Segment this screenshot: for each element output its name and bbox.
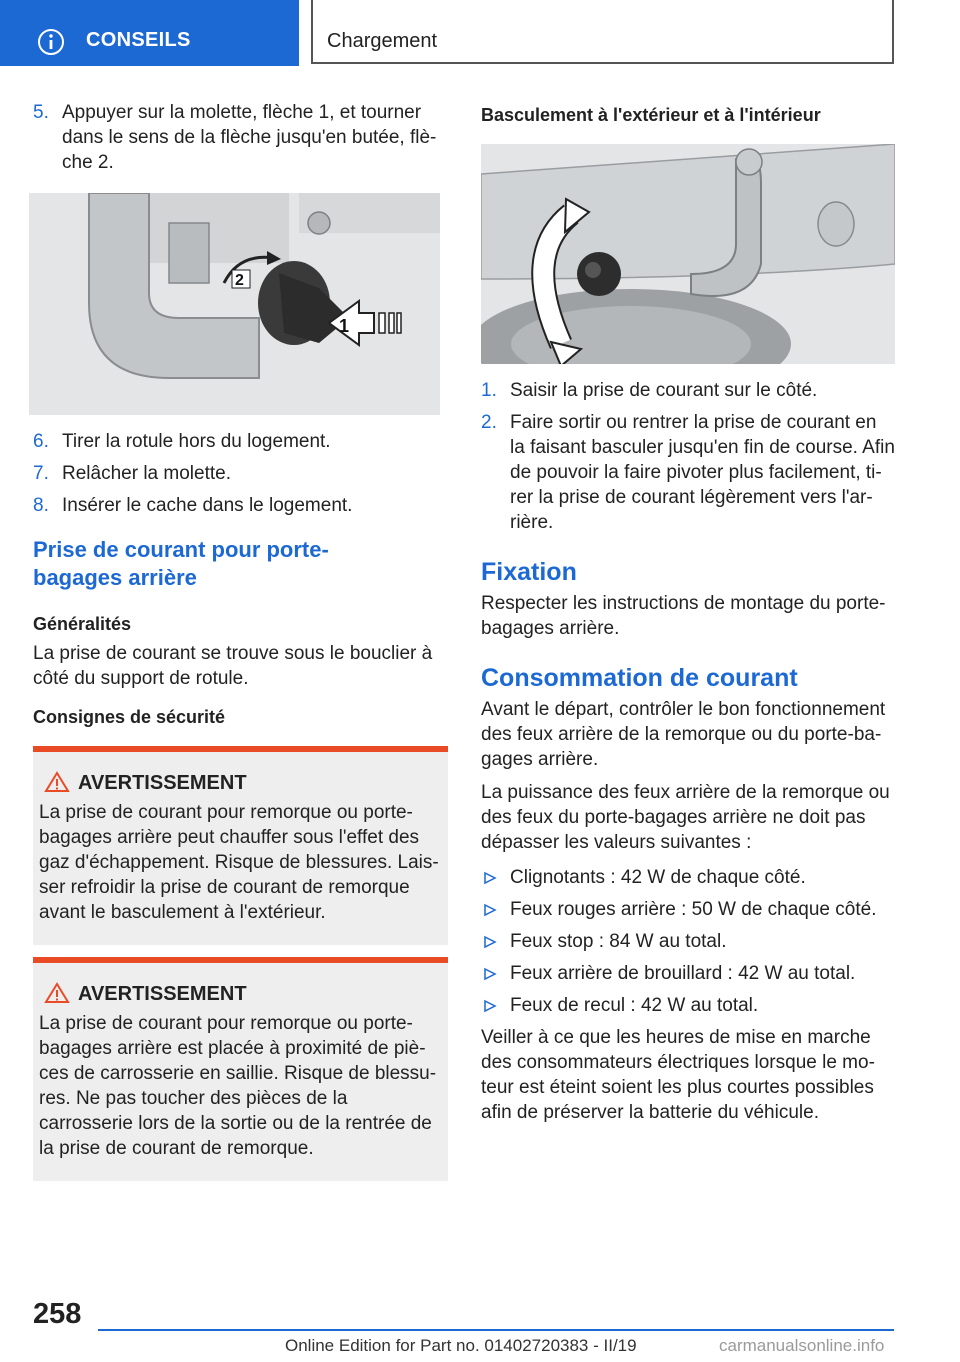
list-item <box>481 993 895 1018</box>
bullet-triangle-icon <box>483 903 497 917</box>
warning-title <box>39 981 442 1007</box>
consumption-text-1: Avant le départ, contrôler le bon fonctionnement des feux arrière de la remorque ou du porte-ba‐gages arrière. <box>481 699 886 770</box>
step-7 <box>33 461 448 486</box>
watermark-text: carmanualsonline.info <box>719 1336 885 1355</box>
step-1 <box>481 378 895 403</box>
page-number: 258 <box>33 1298 82 1330</box>
edition-text: Online Edition for Part no. 01402720383 - II/19 <box>285 1336 637 1355</box>
header-section <box>311 0 894 64</box>
bullet-triangle-icon <box>483 871 497 885</box>
step-6 <box>33 429 448 454</box>
step-number: 7. <box>33 463 49 484</box>
consumption-heading: Consommation de courant <box>481 664 798 692</box>
step-number: 1. <box>481 380 497 401</box>
warning-box <box>33 957 448 1181</box>
list-item <box>481 897 895 922</box>
right-column <box>481 100 895 1125</box>
list-item-text: Feux stop : 84 W au total. <box>510 931 727 952</box>
bullet-triangle-icon <box>483 935 497 949</box>
power-limits-list <box>481 865 895 1018</box>
fixation-heading: Fixation <box>481 558 577 586</box>
step-text: Faire sortir ou rentrer la prise de courant en la faisant basculer jusqu'en fin de course. Afin de pouvoir la faire pivoter plus facilement, ti‐rer la prise de courant légèrement vers l'ar‐rière. <box>510 412 895 533</box>
list-item-text: Feux rouges arrière : 50 W de chaque côté. <box>510 899 877 920</box>
step-text: Tirer la rotule hors du logement. <box>62 431 331 452</box>
step-5 <box>33 100 448 175</box>
safety-heading: Consignes de sécurité <box>33 707 226 727</box>
left-column <box>33 100 448 1181</box>
section-heading-socket: Prise de courant pour porte-bagages arrière <box>33 537 329 590</box>
section-title: Chargement <box>327 30 438 52</box>
general-text: La prise de courant se trouve sous le bouclier à côté du support de rotule. <box>33 643 433 689</box>
step-text: Appuyer sur la molette, flèche 1, et tourner dans le sens de la flèche jusqu'en butée, flè‐che 2. <box>62 102 437 173</box>
list-item-text: Feux de recul : 42 W au total. <box>510 995 759 1016</box>
figure-tow-ball-knob <box>29 193 440 415</box>
warning-text: La prise de courant pour remorque ou porte-bagages arrière peut chauffer sous l'effet des gaz d'échappement. Risque de blessures. Lais‐ser refroidir la prise de courant de remorque avant le basculement à l'extérieur. <box>39 802 439 923</box>
step-number: 6. <box>33 431 49 452</box>
step-number: 5. <box>33 102 49 123</box>
tab-label: CONSEILS <box>86 29 191 51</box>
warning-title-text: AVERTISSEMENT <box>78 772 247 794</box>
list-item <box>481 865 895 890</box>
step-number: 8. <box>33 495 49 516</box>
step-text: Relâcher la molette. <box>62 463 231 484</box>
tow-ball-illustration <box>29 193 440 415</box>
consumption-text-2: La puissance des feux arrière de la remorque ou des feux du porte-bagages arrière ne doit pas dépasser les valeurs suivantes : <box>481 782 890 853</box>
step-number: 2. <box>481 412 497 433</box>
step-text: Insérer le cache dans le logement. <box>62 495 353 516</box>
figure-label-1: 1 <box>339 316 350 336</box>
warning-title <box>39 770 442 796</box>
warning-triangle-icon <box>44 982 70 1004</box>
general-heading: Généralités <box>33 614 132 634</box>
step-text: Saisir la prise de courant sur le côté. <box>510 380 818 401</box>
list-item <box>481 929 895 954</box>
list-item-text: Feux arrière de brouillard : 42 W au total. <box>510 963 856 984</box>
footer-divider <box>98 1329 894 1331</box>
bullet-triangle-icon <box>483 999 497 1013</box>
bullet-triangle-icon <box>483 967 497 981</box>
fixation-text: Respecter les instructions de montage du porte-bagages arrière. <box>481 593 886 639</box>
info-icon <box>37 28 65 56</box>
warning-text: La prise de courant pour remorque ou porte-bagages arrière est placée à proximité de piè‐ces de carrosserie en saillie. Risque de blessu‐res. Ne pas toucher des pièces de la carrosserie lors de la sortie ou de la rentrée de la prise de courant de remorque. <box>39 1013 437 1159</box>
warning-triangle-icon <box>44 771 70 793</box>
list-item <box>481 961 895 986</box>
warning-box <box>33 746 448 945</box>
list-item-text: Clignotants : 42 W de chaque côté. <box>510 867 806 888</box>
tilt-heading: Basculement à l'extérieur et à l'intérieur <box>481 105 821 125</box>
figure-label-2: 2 <box>235 272 244 289</box>
warning-title-text: AVERTISSEMENT <box>78 983 247 1005</box>
closing-text: Veiller à ce que les heures de mise en marche des consommateurs électriques lorsque le mo‐teur est éteint soient les plus courtes possibles afin de préserver la batterie du véhicule. <box>481 1027 875 1123</box>
header-tab-conseils[interactable] <box>0 0 299 66</box>
step-2 <box>481 410 895 535</box>
socket-tilt-illustration <box>481 144 895 364</box>
step-8 <box>33 493 448 518</box>
figure-socket-tilt <box>481 144 895 364</box>
